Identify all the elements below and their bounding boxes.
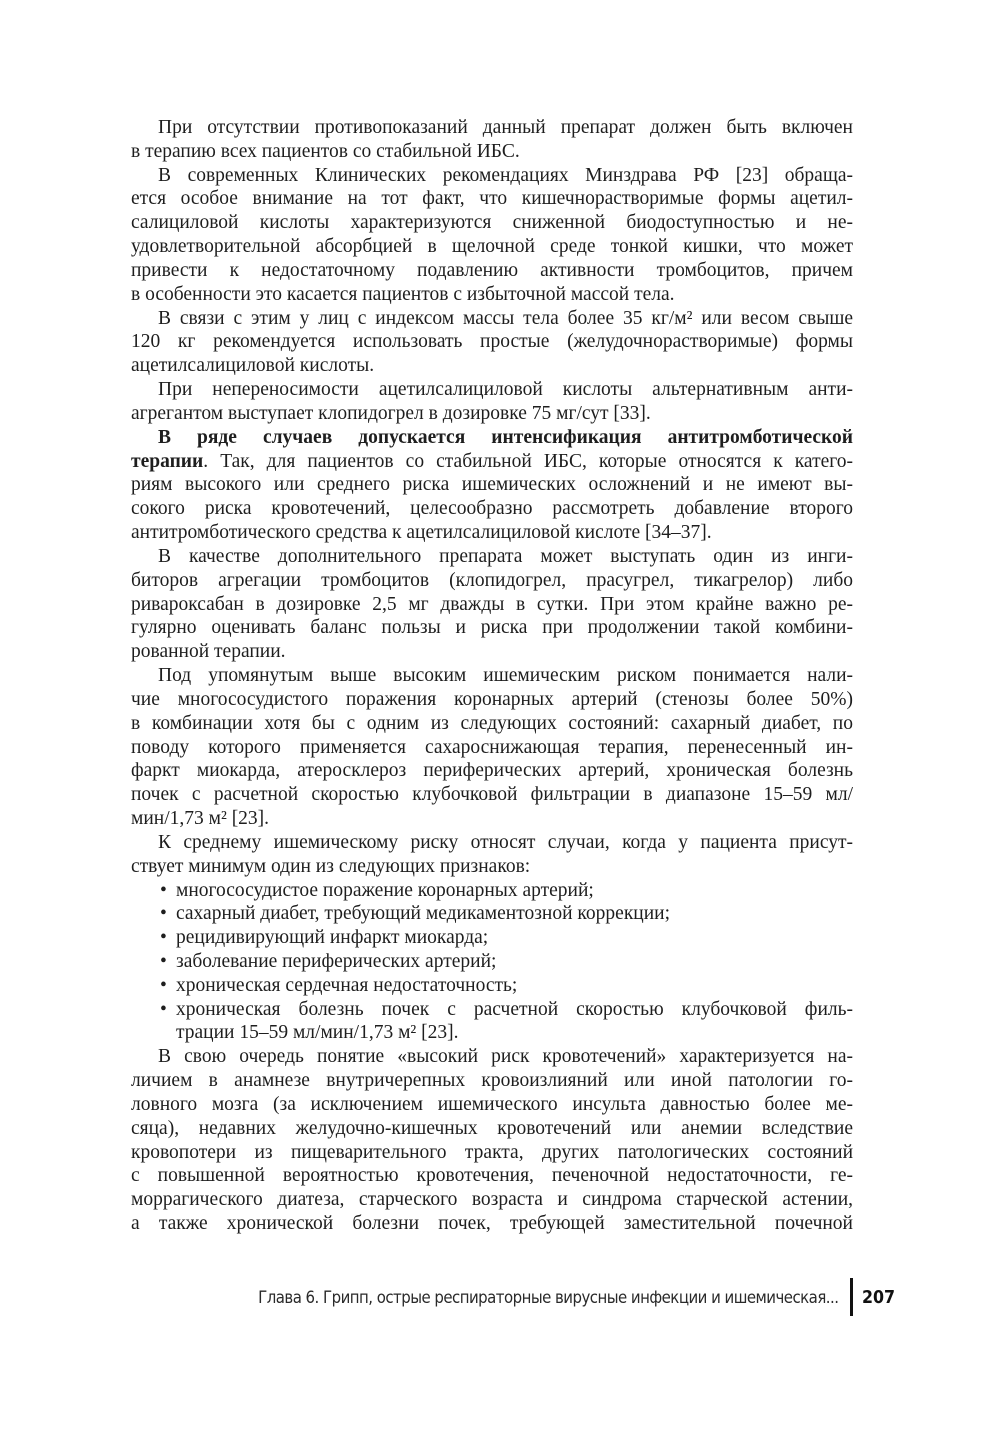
text-line bbox=[131, 950, 853, 974]
text-line bbox=[131, 831, 853, 855]
text-line bbox=[131, 759, 853, 783]
text-line bbox=[131, 140, 853, 164]
text-line bbox=[131, 235, 853, 259]
text-line bbox=[131, 664, 853, 688]
text-line bbox=[131, 545, 853, 569]
text-line bbox=[131, 902, 853, 926]
text-line bbox=[131, 521, 853, 545]
text-line bbox=[131, 688, 853, 712]
line-text: риям высокого или среднего риска ишемических осложнений и не имеют вы- bbox=[131, 474, 853, 496]
line-text: трации 15–59 мл/мин/1,73 м² [23]. bbox=[176, 1022, 459, 1044]
bullet-text: сахарный диабет, требующий медикаментозной коррекции; bbox=[176, 903, 671, 925]
line-text: в терапию всех пациентов со стабильной ИБС. bbox=[131, 140, 520, 162]
bullet-icon: • bbox=[160, 950, 167, 972]
text-line bbox=[131, 1093, 853, 1117]
text-line bbox=[131, 164, 853, 188]
text-line bbox=[131, 926, 853, 950]
line-text: При непереносимости ацетилсалициловой кислоты альтернативным анти- bbox=[158, 379, 853, 401]
text-line bbox=[131, 998, 853, 1022]
line-text: в комбинации хотя бы с одним из следующих состояний: сахарный диабет, по bbox=[131, 712, 853, 734]
line-text: антитромботического средства к ацетилсалициловой кислоте [34–37]. bbox=[131, 522, 712, 544]
line-text: мин/1,73 м² [23]. bbox=[131, 808, 270, 830]
text-line bbox=[131, 593, 853, 617]
footer-divider bbox=[850, 1278, 853, 1316]
line-text: ацетилсалициловой кислоты. bbox=[131, 355, 375, 377]
line-text: биторов агрегации тромбоцитов (клопидогрел, прасугрел, тикагрелор) либо bbox=[131, 569, 853, 591]
text-line bbox=[131, 450, 853, 474]
text-line bbox=[131, 1212, 853, 1236]
text-line bbox=[131, 283, 853, 307]
text-line bbox=[131, 855, 853, 879]
line-text: . Так, для пациентов со стабильной ИБС, которые относятся к катего- bbox=[203, 450, 853, 472]
line-text: агрегантом выступает клопидогрел в дозировке 75 мг/сут [33]. bbox=[131, 402, 651, 424]
line-text: К среднему ишемическому риску относят случаи, когда у пациента присут- bbox=[158, 831, 853, 853]
body-text bbox=[131, 116, 853, 1236]
text-line bbox=[131, 569, 853, 593]
text-line bbox=[131, 783, 853, 807]
text-line bbox=[131, 187, 853, 211]
text-line bbox=[131, 426, 853, 450]
line-text: гулярно оценивать баланс пользы и риска при продолжении такой комбини- bbox=[131, 617, 853, 639]
line-text: В качестве дополнительного препарата может выступать один из инги- bbox=[158, 545, 853, 567]
line-text: сокого риска кровотечений, целесообразно рассмотреть добавление второго bbox=[131, 498, 853, 520]
text-line bbox=[131, 1069, 853, 1093]
line-text: привести к недостаточному подавлению активности тромбоцитов, причем bbox=[131, 259, 853, 281]
line-text: чие многососудистого поражения коронарных артерий (стенозы более 50%) bbox=[131, 688, 853, 710]
bold-run: терапии bbox=[131, 450, 204, 472]
text-line bbox=[131, 736, 853, 760]
text-line bbox=[131, 1021, 853, 1045]
line-text: ствует минимум один из следующих признаков: bbox=[131, 855, 531, 877]
bullet-text: заболевание периферических артерий; bbox=[176, 950, 497, 972]
line-text: кровопотери из пищеварительного тракта, других патологических состояний bbox=[131, 1141, 853, 1163]
bullet-text: хроническая сердечная недостаточность; bbox=[176, 974, 518, 996]
bullet-text: многососудистое поражение коронарных артерий; bbox=[176, 879, 594, 901]
text-line bbox=[131, 354, 853, 378]
line-text: моррагического диатеза, старческого возраста и синдрома старческой астении, bbox=[131, 1189, 853, 1211]
line-text: Под упомянутым выше высоким ишемическим риском понимается нали- bbox=[158, 665, 853, 687]
text-line bbox=[131, 1164, 853, 1188]
text-line bbox=[131, 259, 853, 283]
text-line bbox=[131, 640, 853, 664]
line-text: с повышенной вероятностью кровотечения, печеночной недостаточности, ге- bbox=[131, 1165, 853, 1187]
bullet-icon: • bbox=[160, 927, 167, 949]
text-line bbox=[131, 330, 853, 354]
line-text: фаркт миокарда, атеросклероз периферических артерий, хроническая болезнь bbox=[131, 760, 853, 782]
line-text: личием в анамнезе внутричерепных кровоизлияний или иной патологии го- bbox=[131, 1070, 853, 1092]
bullet-icon: • bbox=[160, 974, 167, 996]
line-text: 120 кг рекомендуется использовать простые (желудочнорастворимые) формы bbox=[131, 331, 853, 353]
line-text: В связи с этим у лиц с индексом массы тела более 35 кг/м² или весом свыше bbox=[158, 307, 853, 329]
text-line bbox=[131, 1188, 853, 1212]
line-text: поводу которого применяется сахароснижающая терапия, перенесенный ин- bbox=[131, 736, 853, 758]
running-footer-title: Глава 6. Грипп, острые респираторные вирусные инфекции и ишемическая... bbox=[257, 1288, 838, 1308]
text-line bbox=[131, 307, 853, 331]
text-line bbox=[131, 497, 853, 521]
text-line bbox=[131, 116, 853, 140]
line-text: салициловой кислоты характеризуются сниженной биодоступностью и не- bbox=[131, 212, 853, 234]
line-text: ется особое внимание на тот факт, что кишечнорастворимые формы ацетил- bbox=[131, 188, 853, 210]
text-line bbox=[131, 402, 853, 426]
text-line bbox=[131, 1141, 853, 1165]
line-text: сяца), недавних желудочно-кишечных кровотечений или анемии вследствие bbox=[131, 1117, 853, 1139]
line-text: В современных Клинических рекомендациях Минздрава РФ [23] обраща- bbox=[158, 164, 853, 186]
line-text: рованной терапии. bbox=[131, 641, 286, 663]
bullet-icon: • bbox=[160, 879, 167, 901]
text-line bbox=[131, 473, 853, 497]
text-line bbox=[131, 616, 853, 640]
line-text: почек с расчетной скоростью клубочковой фильтрации в диапазоне 15–59 мл/ bbox=[131, 784, 853, 806]
page-number: 207 bbox=[862, 1287, 896, 1308]
text-line bbox=[131, 1117, 853, 1141]
line-text: ривароксабан в дозировке 2,5 мг дважды в сутки. При этом крайне важно ре- bbox=[131, 593, 853, 615]
text-line bbox=[131, 211, 853, 235]
line-text: а также хронической болезни почек, требующей заместительной почечной bbox=[131, 1213, 853, 1235]
bold-run: В ряде случаев допускается интенсификация антитромботической bbox=[158, 426, 853, 448]
line-text: В свою очередь понятие «высокий риск кровотечений» характеризуется на- bbox=[158, 1046, 853, 1068]
text-line bbox=[131, 712, 853, 736]
line-text: в особенности это касается пациентов с избыточной массой тела. bbox=[131, 283, 675, 305]
bullet-text: рецидивирующий инфаркт миокарда; bbox=[176, 927, 489, 949]
page-footer bbox=[0, 1282, 1000, 1318]
line-text: При отсутствии противопоказаний данный препарат должен быть включен bbox=[158, 117, 853, 138]
bullet-icon: • bbox=[160, 903, 167, 925]
text-line bbox=[131, 974, 853, 998]
line-text: удовлетворительной абсорбцией в щелочной среде тонкой кишки, что может bbox=[131, 236, 853, 258]
text-line bbox=[131, 807, 853, 831]
text-line bbox=[131, 1045, 853, 1069]
bullet-text: хроническая болезнь почек с расчетной скоростью клубочковой филь- bbox=[176, 998, 853, 1020]
bullet-icon: • bbox=[160, 998, 167, 1020]
line-text: ловного мозга (за исключением ишемического инсульта давностью более ме- bbox=[131, 1093, 853, 1115]
text-line bbox=[131, 879, 853, 903]
text-line bbox=[131, 378, 853, 402]
